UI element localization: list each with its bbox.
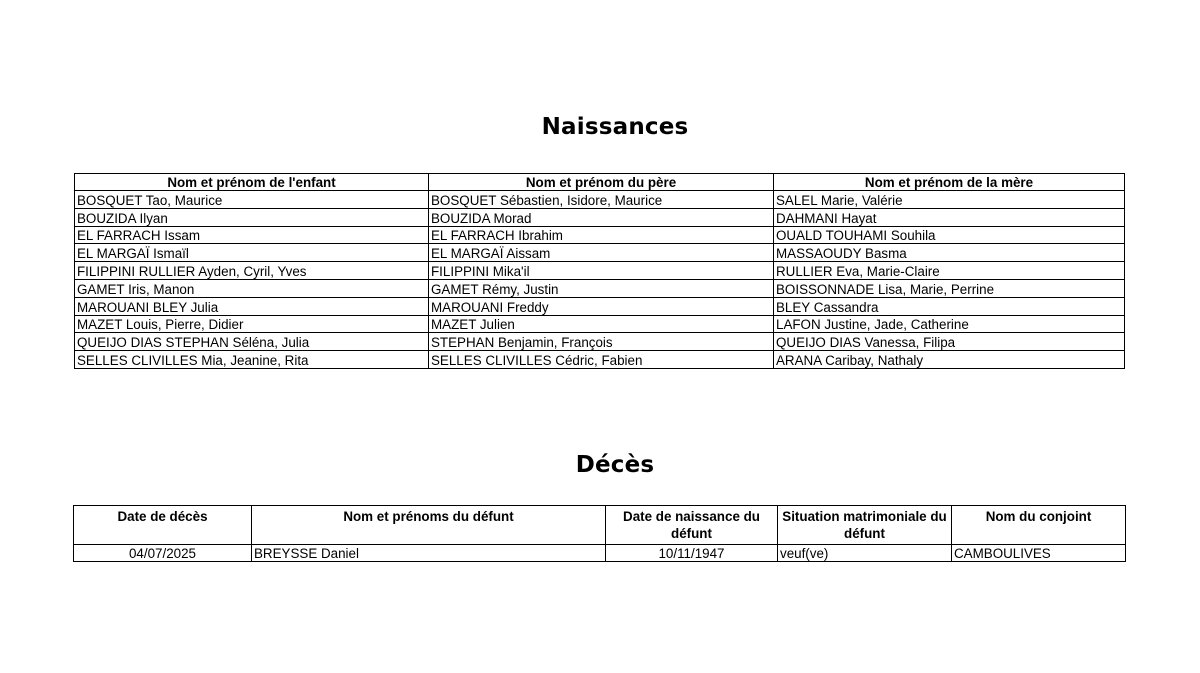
births-table [74,173,1125,369]
header-deceased-name: Nom et prénoms du défunt [252,506,606,545]
table-row [74,545,1126,562]
child-name-cell: EL FARRACH Issam [75,226,429,244]
mother-name-cell: LAFON Justine, Jade, Catherine [774,315,1125,333]
child-name-cell: BOUZIDA Ilyan [75,208,429,226]
mother-name-cell: MASSAOUDY Basma [774,244,1125,262]
table-row [75,226,1125,244]
header-child-name: Nom et prénom de l'enfant [75,174,429,191]
child-name-cell: GAMET Iris, Manon [75,279,429,297]
child-name-cell: FILIPPINI RULLIER Ayden, Cyril, Yves [75,262,429,280]
father-name-cell: SELLES CLIVILLES Cédric, Fabien [429,351,774,369]
table-row [75,208,1125,226]
header-birth-date: Date de naissance du défunt [606,506,778,545]
header-marital-status: Situation matrimoniale du défunt [778,506,952,545]
father-name-cell: FILIPPINI Mika'il [429,262,774,280]
table-row [75,279,1125,297]
father-name-cell: EL FARRACH Ibrahim [429,226,774,244]
deaths-header-row [74,506,1126,545]
birth-date-cell: 10/11/1947 [606,545,778,562]
father-name-cell: EL MARGAÏ Aissam [429,244,774,262]
father-name-cell: STEPHAN Benjamin, François [429,333,774,351]
births-section-title: Naissances [541,114,689,140]
child-name-cell: EL MARGAÏ Ismaïl [75,244,429,262]
child-name-cell: QUEIJO DIAS STEPHAN Séléna, Julia [75,333,429,351]
table-row [75,244,1125,262]
mother-name-cell: ARANA Caribay, Nathaly [774,351,1125,369]
mother-name-cell: OUALD TOUHAMI Souhila [774,226,1125,244]
deaths-table [73,505,1126,562]
deaths-section-title: Décès [575,452,655,478]
table-row [75,315,1125,333]
mother-name-cell: DAHMANI Hayat [774,208,1125,226]
header-father-name: Nom et prénom du père [429,174,774,191]
table-row [75,333,1125,351]
table-row [75,351,1125,369]
deceased-name-cell: BREYSSE Daniel [252,545,606,562]
child-name-cell: MAZET Louis, Pierre, Didier [75,315,429,333]
mother-name-cell: BLEY Cassandra [774,297,1125,315]
births-header-row [75,174,1125,191]
header-mother-name: Nom et prénom de la mère [774,174,1125,191]
father-name-cell: MAROUANI Freddy [429,297,774,315]
spouse-name-cell: CAMBOULIVES [952,545,1126,562]
death-date-cell: 04/07/2025 [74,545,252,562]
mother-name-cell: BOISSONNADE Lisa, Marie, Perrine [774,279,1125,297]
header-spouse-name: Nom du conjoint [952,506,1126,545]
mother-name-cell: SALEL Marie, Valérie [774,191,1125,209]
father-name-cell: BOUZIDA Morad [429,208,774,226]
header-death-date: Date de décès [74,506,252,545]
father-name-cell: GAMET Rémy, Justin [429,279,774,297]
father-name-cell: MAZET Julien [429,315,774,333]
child-name-cell: MAROUANI BLEY Julia [75,297,429,315]
child-name-cell: BOSQUET Tao, Maurice [75,191,429,209]
table-row [75,191,1125,209]
father-name-cell: BOSQUET Sébastien, Isidore, Maurice [429,191,774,209]
marital-status-cell: veuf(ve) [778,545,952,562]
table-row [75,262,1125,280]
mother-name-cell: RULLIER Eva, Marie-Claire [774,262,1125,280]
table-row [75,297,1125,315]
child-name-cell: SELLES CLIVILLES Mia, Jeanine, Rita [75,351,429,369]
mother-name-cell: QUEIJO DIAS Vanessa, Filipa [774,333,1125,351]
